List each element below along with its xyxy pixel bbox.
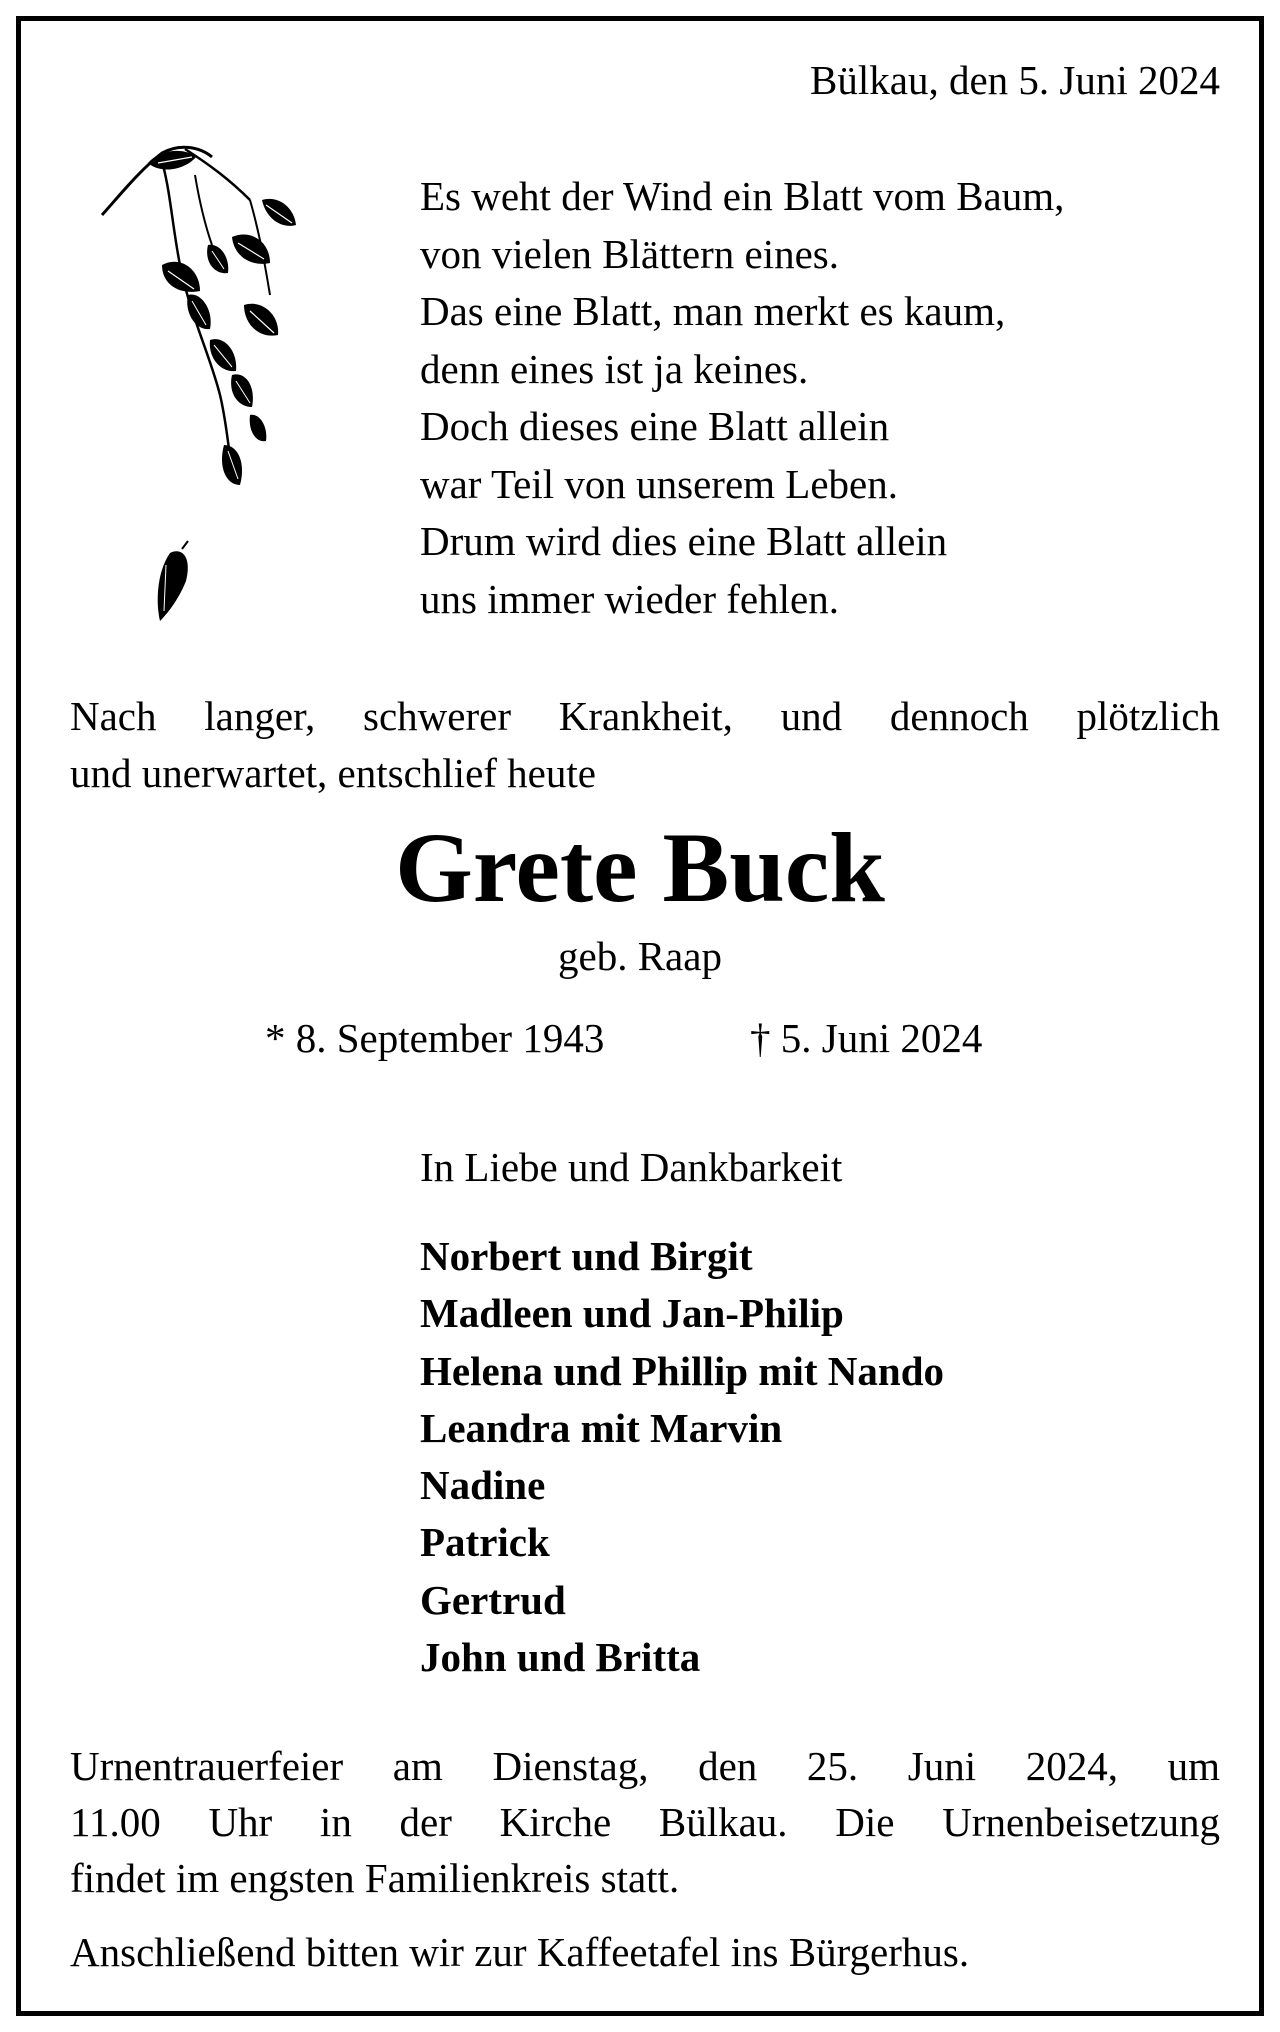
birth-date: * 8. September 1943 bbox=[265, 1015, 605, 1061]
poem-line: war Teil von unserem Leben. bbox=[420, 460, 898, 507]
poem bbox=[420, 168, 1064, 628]
deceased-name: Grete Buck bbox=[395, 812, 885, 923]
mourner-entry: Madleen und Jan-Philip bbox=[420, 1290, 844, 1337]
announcement-line: und unerwartet, entschlief heute bbox=[70, 750, 596, 796]
place-date: Bülkau, den 5. Juni 2024 bbox=[810, 57, 1220, 103]
poem-line: Drum wird dies eine Blatt allein bbox=[420, 518, 948, 564]
poem-line: von vielen Blättern eines. bbox=[420, 230, 839, 277]
announcement-line: Nach langer, schwerer Krankheit, und dennoch plötzlich bbox=[70, 693, 1220, 739]
announcement-text bbox=[70, 688, 1220, 802]
mourner-entry: Nadine bbox=[420, 1462, 546, 1509]
poem-line: Es weht der Wind ein Blatt vom Baum, bbox=[420, 173, 1065, 219]
mourner-entry: Gertrud bbox=[420, 1576, 566, 1623]
gratitude-line: In Liebe und Dankbarkeit bbox=[420, 1144, 843, 1190]
mourner-entry: Patrick bbox=[420, 1519, 550, 1566]
service-line: 11.00 Uhr in der Kirche Bülkau. Die Urnenbeisetzung bbox=[70, 1799, 1220, 1845]
mourner-entry: Leandra mit Marvin bbox=[420, 1404, 783, 1451]
poem-line: uns immer wieder fehlen. bbox=[420, 575, 839, 622]
birch-branch-icon bbox=[100, 145, 310, 635]
mourner-entry: Norbert und Birgit bbox=[420, 1233, 753, 1279]
maiden-name: geb. Raap bbox=[558, 933, 722, 979]
mourner-entry: John und Britta bbox=[420, 1634, 701, 1681]
poem-line: Das eine Blatt, man merkt es kaum, bbox=[420, 288, 1006, 334]
death-date: † 5. Juni 2024 bbox=[750, 1015, 983, 1061]
service-details bbox=[70, 1738, 1220, 1906]
closing-note: Anschließend bitten wir zur Kaffeetafel ins Bürgerhus. bbox=[70, 1929, 970, 1975]
poem-line: denn eines ist ja keines. bbox=[420, 345, 809, 392]
service-line: findet im engsten Familienkreis statt. bbox=[70, 1855, 680, 1901]
mourners-list bbox=[420, 1228, 944, 1686]
service-line: Urnentrauerfeier am Dienstag, den 25. Juni 2024, um bbox=[70, 1743, 1220, 1789]
mourner-entry: Helena und Phillip mit Nando bbox=[420, 1347, 945, 1394]
poem-line: Doch dieses eine Blatt allein bbox=[420, 403, 890, 449]
